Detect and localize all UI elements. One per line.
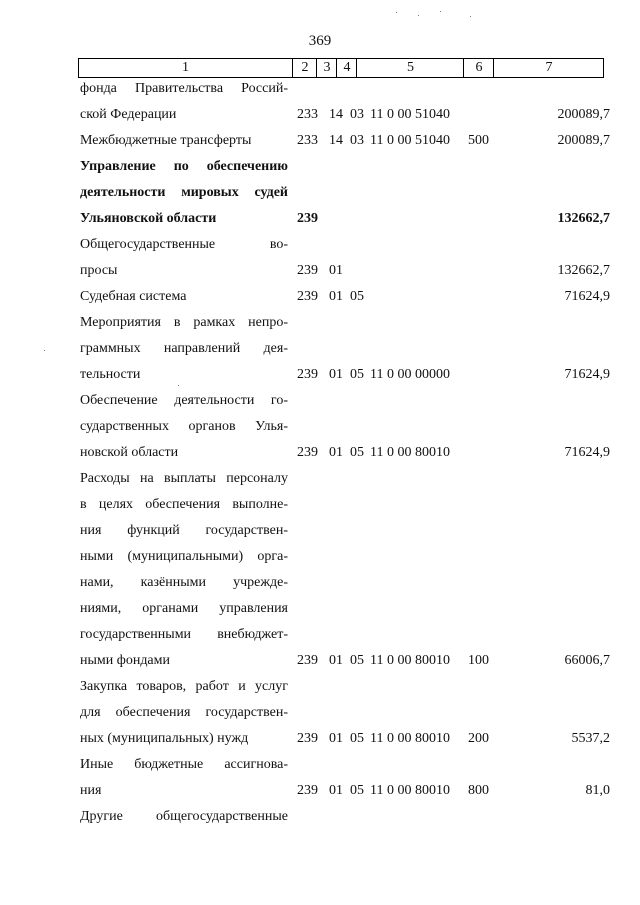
gov-code: 233 — [297, 133, 318, 148]
amount: 5537,2 — [571, 731, 610, 746]
section-code: 01 — [329, 445, 343, 460]
table-row — [0, 752, 640, 778]
row-label: государственными внебюджет- — [80, 627, 288, 642]
table-row — [0, 180, 640, 206]
row-label: ния — [80, 783, 102, 798]
target-article-code: 11 0 00 80010 — [370, 445, 450, 460]
subsection-code: 05 — [350, 731, 364, 746]
amount: 71624,9 — [564, 289, 610, 304]
table-row — [0, 570, 640, 596]
table-row — [0, 622, 640, 648]
section-code: 14 — [329, 107, 343, 122]
row-label: Иные бюджетные ассигнова- — [80, 757, 288, 772]
row-label: ными фондами — [80, 653, 171, 668]
table-row — [0, 726, 640, 752]
gov-code: 239 — [297, 731, 318, 746]
table-row — [0, 232, 640, 258]
table-row — [0, 388, 640, 414]
gov-code: 233 — [297, 107, 318, 122]
header-col-4: 4 — [336, 59, 357, 77]
row-label: Мероприятия в рамках непро- — [80, 315, 288, 330]
gov-code: 239 — [297, 783, 318, 798]
row-label: для обеспечения государствен- — [80, 705, 288, 720]
row-label: в целях обеспечения выполне- — [80, 497, 288, 512]
target-article-code: 11 0 00 00000 — [370, 367, 450, 382]
row-label: Другие общегосударственные — [80, 809, 288, 824]
row-label: ниями, органами управления — [80, 601, 288, 616]
expense-type-code: 100 — [468, 653, 489, 668]
row-label: Ульяновской области — [80, 211, 217, 226]
table-row — [0, 206, 640, 232]
amount: 71624,9 — [564, 445, 610, 460]
row-label: ской Федерации — [80, 107, 177, 122]
gov-code: 239 — [297, 211, 318, 226]
table-row — [0, 804, 640, 830]
expense-type-code: 500 — [468, 133, 489, 148]
header-col-2: 2 — [292, 59, 317, 77]
row-label: Управление по обеспечению — [80, 159, 288, 174]
subsection-code: 05 — [350, 783, 364, 798]
row-label: нами, казёнными учрежде- — [80, 575, 288, 590]
row-label: Судебная система — [80, 289, 187, 304]
table-row — [0, 674, 640, 700]
gov-code: 239 — [297, 289, 318, 304]
section-code: 01 — [329, 731, 343, 746]
row-label: ными (муниципальными) орга- — [80, 549, 288, 564]
table-row — [0, 310, 640, 336]
target-article-code: 11 0 00 80010 — [370, 731, 450, 746]
table-row — [0, 596, 640, 622]
target-article-code: 11 0 00 80010 — [370, 653, 450, 668]
target-article-code: 11 0 00 51040 — [370, 133, 450, 148]
row-label: Расходы на выплаты персоналу — [80, 471, 288, 486]
amount: 132662,7 — [557, 211, 610, 226]
table-row — [0, 440, 640, 466]
section-code: 01 — [329, 783, 343, 798]
row-label: новской области — [80, 445, 179, 460]
row-label: ных (муниципальных) нужд — [80, 731, 249, 746]
section-code: 01 — [329, 653, 343, 668]
amount: 200089,7 — [557, 133, 610, 148]
table-row — [0, 362, 640, 388]
section-code: 01 — [329, 367, 343, 382]
target-article-code: 11 0 00 51040 — [370, 107, 450, 122]
subsection-code: 03 — [350, 133, 364, 148]
table-row — [0, 700, 640, 726]
header-col-3: 3 — [316, 59, 337, 77]
table-row — [0, 492, 640, 518]
gov-code: 239 — [297, 445, 318, 460]
row-label: деятельности мировых судей — [80, 185, 288, 200]
subsection-code: 05 — [350, 653, 364, 668]
table-row — [0, 336, 640, 362]
header-col-1: 1 — [182, 60, 189, 75]
section-code: 01 — [329, 263, 343, 278]
subsection-code: 05 — [350, 445, 364, 460]
subsection-code: 05 — [350, 367, 364, 382]
table-row — [0, 154, 640, 180]
row-label: фонда Правительства Россий- — [80, 81, 288, 96]
target-article-code: 11 0 00 80010 — [370, 783, 450, 798]
gov-code: 239 — [297, 263, 318, 278]
row-label: граммных направлений дея- — [80, 341, 288, 356]
table-row — [0, 778, 640, 804]
row-label: Общегосударственные во- — [80, 237, 288, 252]
row-label: Закупка товаров, работ и услуг — [80, 679, 288, 694]
header-col-7: 7 — [493, 59, 604, 77]
table-row — [0, 76, 640, 102]
row-label: тельности — [80, 367, 141, 382]
table-row — [0, 414, 640, 440]
table-row — [0, 648, 640, 674]
amount: 66006,7 — [564, 653, 610, 668]
amount: 81,0 — [585, 783, 610, 798]
row-label: ния функций государствен- — [80, 523, 288, 538]
row-label: сударственных органов Улья- — [80, 419, 288, 434]
table-row — [0, 128, 640, 154]
row-label: Межбюджетные трансферты — [80, 133, 252, 148]
gov-code: 239 — [297, 653, 318, 668]
table-row — [0, 258, 640, 284]
expense-type-code: 200 — [468, 731, 489, 746]
page-number: 369 — [308, 33, 332, 49]
table-row — [0, 544, 640, 570]
table-row — [0, 284, 640, 310]
section-code: 01 — [329, 289, 343, 304]
table-row — [0, 466, 640, 492]
subsection-code: 03 — [350, 107, 364, 122]
subsection-code: 05 — [350, 289, 364, 304]
section-code: 14 — [329, 133, 343, 148]
table-row — [0, 102, 640, 128]
table-row — [0, 518, 640, 544]
gov-code: 239 — [297, 367, 318, 382]
row-label: Обеспечение деятельности го- — [80, 393, 288, 408]
table-header — [78, 58, 604, 78]
amount: 71624,9 — [564, 367, 610, 382]
header-col-6: 6 — [463, 59, 494, 77]
header-col-5: 5 — [356, 59, 464, 77]
amount: 132662,7 — [557, 263, 610, 278]
row-label: просы — [80, 263, 118, 278]
expense-type-code: 800 — [468, 783, 489, 798]
amount: 200089,7 — [557, 107, 610, 122]
